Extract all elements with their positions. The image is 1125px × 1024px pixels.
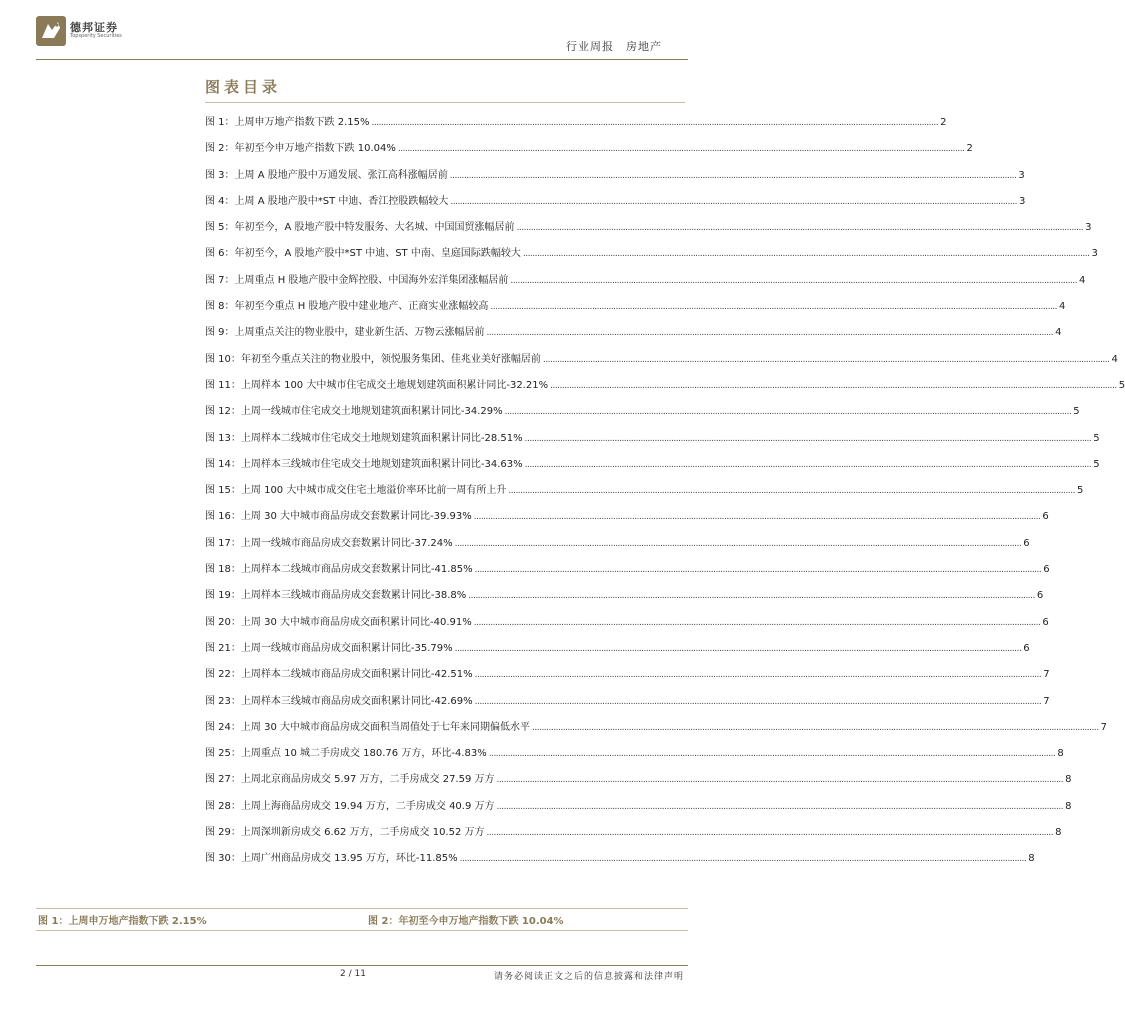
toc-entry-page: 8 [1065, 774, 1072, 786]
toc-dot-leader [497, 794, 1064, 820]
toc-entry-page: 3 [1018, 195, 1026, 207]
toc-entry-label: 图 10：年初至今重点关注的物业股中，领悦服务集团、佳兆业美好涨幅居前 [205, 353, 541, 365]
toc-dot-leader [508, 478, 1075, 504]
toc-entry-label: 图 5：年初至今，A 股地产股中特发服务、大名城、中国国贸涨幅居前 [205, 222, 515, 234]
toc-dot-leader [550, 373, 1117, 399]
toc-dot-leader [372, 110, 939, 136]
brand-subtitle: Topsperity Securities [70, 33, 122, 39]
toc-dot-leader [525, 452, 1092, 478]
toc-entry-label: 图 4：上周 A 股地产股中*ST 中迪、香江控股跌幅较大 [205, 195, 449, 207]
toc-entry-label: 图 12：上周一线城市住宅成交土地规划建筑面积累计同比-34.29% [205, 406, 503, 418]
toc-entry-page: 2 [966, 143, 973, 155]
toc-entry-label: 图 18：上周样本二线城市商品房成交套数累计同比-41.85% [205, 564, 473, 576]
toc-entry[interactable] [205, 426, 1100, 452]
toc-entry-page: 5 [1093, 458, 1100, 470]
toc-entry-page: 7 [1100, 721, 1107, 733]
toc-entry[interactable] [205, 320, 1062, 346]
toc-title-divider [205, 102, 685, 103]
toc-entry-page: 6 [1043, 564, 1050, 576]
toc-dot-leader [455, 636, 1022, 662]
toc-entry[interactable] [205, 715, 1107, 741]
toc-entry-label: 图 23：上周样本三线城市商品房成交面积累计同比-42.69% [205, 695, 473, 707]
toc-entry[interactable] [205, 268, 1086, 294]
toc-entry[interactable] [205, 241, 1098, 267]
toc-entry-page: 5 [1076, 485, 1084, 497]
page-header [0, 0, 724, 62]
toc-entry[interactable] [205, 583, 1044, 609]
toc-entry-page: 6 [1042, 511, 1049, 523]
toc-entry[interactable] [205, 794, 1072, 820]
toc-entry[interactable] [205, 531, 1030, 557]
toc-entry-label: 图 28：上周上海商品房成交 19.94 万方，二手房成交 40.9 万方 [205, 800, 495, 812]
toc-entry-label: 图 1：上周申万地产指数下跌 2.15% [205, 117, 370, 128]
toc-entry-page: 3 [1091, 248, 1098, 260]
toc-entry-page: 5 [1118, 379, 1125, 391]
toc-entry[interactable] [205, 294, 1066, 320]
toc-entry-label: 图 6：年初至今，A 股地产股中*ST 中迪、ST 中南、皇庭国际跌幅较大 [205, 248, 521, 260]
toc-dot-leader [532, 715, 1099, 741]
toc-entry-page: 4 [1111, 353, 1118, 365]
toc-entry-label: 图 7：上周重点 H 股地产股中金辉控股、中国海外宏洋集团涨幅居前 [205, 274, 509, 286]
toc-dot-leader [487, 320, 1054, 346]
caption-bottom-divider [36, 930, 688, 931]
toc-dot-leader [497, 767, 1064, 793]
toc-dot-leader [489, 741, 1056, 767]
toc-entry[interactable] [205, 215, 1092, 241]
toc-entry[interactable] [205, 610, 1049, 636]
toc-entry[interactable] [205, 741, 1064, 767]
toc-dot-leader [505, 399, 1072, 425]
toc-entry[interactable] [205, 846, 1035, 872]
toc-entry[interactable] [205, 557, 1050, 583]
toc-dot-leader [460, 846, 1027, 872]
toc-entry-page: 7 [1043, 695, 1050, 707]
toc-entry-label: 图 25：上周重点 10 城二手房成交 180.76 万方，环比-4.83% [205, 748, 487, 760]
toc-entry-page: 8 [1057, 748, 1064, 760]
toc-dot-leader [525, 426, 1092, 452]
toc-dot-leader [490, 294, 1057, 320]
toc-entry-label: 图 11：上周样本 100 大中城市住宅成交土地规划建筑面积累计同比-32.21% [205, 379, 549, 391]
toc-dot-leader [398, 136, 965, 162]
toc-entry-page: 5 [1093, 432, 1100, 444]
toc-title: 图表目录 [205, 78, 282, 96]
toc-dot-leader [475, 689, 1042, 715]
toc-entry-label: 图 17：上周一线城市商品房成交套数累计同比-37.24% [205, 537, 453, 549]
toc-entry-page: 3 [1085, 222, 1092, 234]
toc-entry-label: 图 22：上周样本二线城市商品房成交面积累计同比-42.51% [205, 669, 473, 681]
toc-entry[interactable] [205, 452, 1100, 478]
toc-dot-leader [487, 820, 1054, 846]
toc-entry[interactable] [205, 504, 1049, 530]
page-number: 2 / 11 [340, 969, 366, 979]
toc-entry[interactable] [205, 136, 973, 162]
header-divider [36, 59, 688, 60]
toc-dot-leader [475, 662, 1042, 688]
toc-dot-leader [468, 583, 1035, 609]
toc-entry-label: 图 3：上周 A 股地产股中万通发展、张江高科涨幅居前 [205, 169, 448, 181]
toc-entry[interactable] [205, 662, 1050, 688]
toc-entry-page: 8 [1055, 827, 1062, 839]
toc-entry[interactable] [205, 373, 1125, 399]
toc-entry-page: 6 [1042, 616, 1049, 628]
toc-entry-label: 图 20：上周 30 大中城市商品房成交面积累计同比-40.91% [205, 616, 472, 628]
toc-entry-label: 图 24：上周 30 大中城市商品房成交面积当周值处于七年来同期偏低水平 [205, 721, 530, 733]
toc-dot-leader [474, 610, 1041, 636]
toc-dot-leader [474, 504, 1041, 530]
toc-entry-label: 图 14：上周样本三线城市住宅成交土地规划建筑面积累计同比-34.63% [205, 458, 523, 470]
toc-dot-leader [543, 347, 1110, 373]
footer-disclaimer: 请务必阅读正文之后的信息披露和法律声明 [493, 972, 684, 982]
toc-entry-page: 2 [940, 117, 947, 128]
caption-top-divider [36, 908, 688, 909]
toc-entry-page: 6 [1023, 537, 1030, 549]
toc-dot-leader [475, 557, 1042, 583]
toc-entry-label: 图 8：年初至今重点 H 股地产股中建业地产、正商实业涨幅较高 [205, 301, 489, 313]
toc-entry[interactable] [205, 189, 1026, 215]
toc-entry-label: 图 29：上周深圳新房成交 6.62 万方，二手房成交 10.52 万方 [205, 827, 485, 839]
toc-entry[interactable] [205, 478, 1084, 504]
toc-entry-page: 4 [1079, 274, 1086, 286]
toc-dot-leader [510, 268, 1077, 294]
brand-name: 德邦证券 [70, 21, 118, 34]
toc-entry-label: 图 30：上周广州商品房成交 13.95 万方，环比-11.85% [205, 853, 458, 865]
toc-dot-leader [517, 215, 1084, 241]
toc-entry[interactable] [205, 399, 1080, 425]
toc-entry-label: 图 13：上周样本二线城市住宅成交土地规划建筑面积累计同比-28.51% [205, 432, 523, 444]
toc-entry-page: 6 [1023, 642, 1030, 654]
toc-entry[interactable] [205, 347, 1118, 373]
toc-entry-label: 图 2：年初至今申万地产指数下跌 10.04% [205, 143, 396, 155]
toc-entry[interactable] [205, 636, 1030, 662]
toc-entry-page: 4 [1059, 301, 1066, 313]
toc-entry-label: 图 16：上周 30 大中城市商品房成交套数累计同比-39.93% [205, 511, 472, 523]
toc-entry-label: 图 27：上周北京商品房成交 5.97 万方，二手房成交 27.59 万方 [205, 774, 495, 786]
toc-entry-page: 5 [1073, 406, 1080, 418]
figure-caption-1: 图 1：上周申万地产指数下跌 2.15% [38, 916, 207, 927]
toc-entry-label: 图 9：上周重点关注的物业股中，建业新生活、万物云涨幅居前 [205, 327, 485, 339]
toc-entry[interactable] [205, 110, 947, 136]
toc-dot-leader [523, 241, 1090, 267]
toc-entry-label: 图 15：上周 100 大中城市成交住宅土地溢价率环比前一周有所上升 [205, 485, 507, 497]
toc-dot-leader [455, 531, 1022, 557]
toc-entry-page: 8 [1065, 800, 1072, 812]
toc-entry[interactable] [205, 767, 1072, 793]
toc-entry-page: 7 [1043, 669, 1050, 681]
toc-entry-label: 图 21：上周一线城市商品房成交面积累计同比-35.79% [205, 642, 453, 654]
toc-entry-page: 6 [1036, 590, 1044, 602]
report-type: 行业周报 房地产 [566, 40, 662, 53]
toc-entry-page: 3 [1018, 169, 1025, 181]
brand-logo-icon [36, 16, 66, 46]
toc-entry-page: 4 [1055, 327, 1062, 339]
toc-entry[interactable] [205, 820, 1062, 846]
toc-entry-page: 8 [1028, 853, 1035, 865]
footer-divider [36, 965, 688, 966]
toc-entry-label: 图 19：上周样本三线城市商品房成交套数累计同比-38.8% [205, 590, 467, 602]
toc-dot-leader [450, 189, 1017, 215]
toc-list [205, 110, 1125, 873]
toc-entry[interactable] [205, 689, 1050, 715]
figure-caption-2: 图 2：年初至今申万地产指数下跌 10.04% [368, 916, 564, 927]
toc-dot-leader [450, 163, 1017, 189]
toc-entry[interactable] [205, 163, 1025, 189]
